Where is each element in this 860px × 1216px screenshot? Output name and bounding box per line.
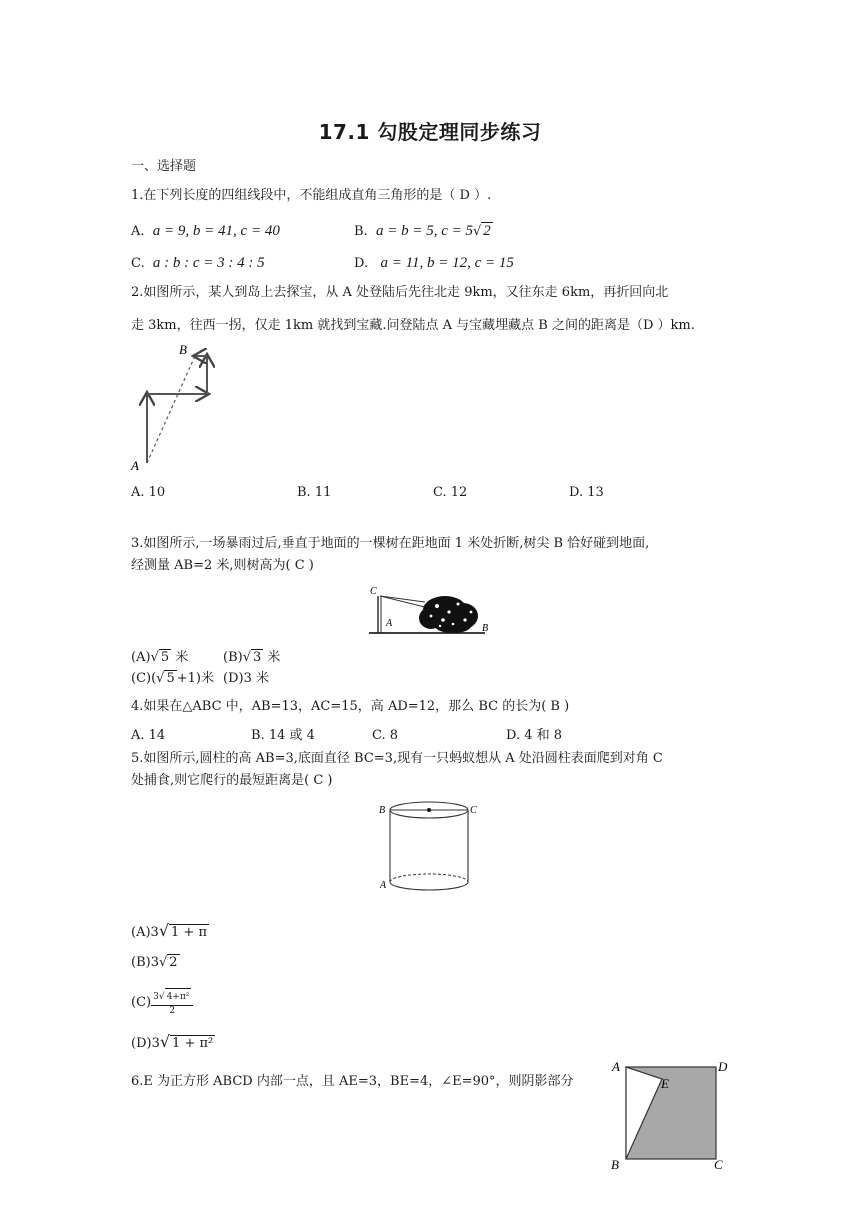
q3-tree-diagram xyxy=(365,582,495,638)
q3-option-b: (B)√ 3 米 xyxy=(223,650,281,665)
q5-option-c: (C) $\frac{\text{3√ 4+π²}}{2}$ xyxy=(131,988,193,1017)
q6-label-d: D xyxy=(718,1059,728,1074)
q6-label-a: A xyxy=(612,1059,620,1074)
q6-label-c: C xyxy=(714,1157,723,1172)
q3-stem-line2: 经测量 AB=2 米,则树高为( C ) xyxy=(131,558,314,573)
q4-option-d: D. 4 和 8 xyxy=(506,728,563,743)
q5-option-d: (D)3√ 1 + π² xyxy=(131,1032,214,1051)
q5-stem-line1: 5.如图所示,圆柱的高 AB=3,底面直径 BC=3,现有一只蚂蚁想从 A 处沿圆柱表面爬到对角 C xyxy=(131,751,663,766)
q3-option-d: (D)3 米 xyxy=(223,671,269,686)
q2-stem-line2: 走 3km，往西一拐，仅走 1km 就找到宝藏.问登陆点 A 与宝藏埋藏点 B 之间的距离是（D ）km. xyxy=(131,318,695,333)
q4-option-c: C. 8 xyxy=(372,728,399,743)
q2-label-b: B xyxy=(179,342,187,357)
q3-option-a: (A)√ 5 米 xyxy=(131,650,189,665)
q4-option-b: B. 14 或 4 xyxy=(251,728,315,743)
q5-label-a: A xyxy=(380,880,387,891)
q6-label-e: E xyxy=(661,1076,669,1091)
q1-stem: 1.在下列长度的四组线段中，不能组成直角三角形的是（ D ）. xyxy=(131,188,492,203)
q5-option-b: (B)3√ 2 xyxy=(131,955,178,970)
q5-option-a: (A)3√ 1 + π xyxy=(131,921,207,940)
q2-label-a: A xyxy=(131,458,139,473)
q2-option-d: D. 13 xyxy=(569,485,604,500)
q5-cylinder-diagram xyxy=(374,796,484,901)
q3-label-c: C xyxy=(370,586,377,597)
q4-stem: 4.如果在△ABC 中，AB=13，AC=15，高 AD=12，那么 BC 的长为( B ) xyxy=(131,699,570,714)
q3-stem-line1: 3.如图所示,一场暴雨过后,垂直于地面的一棵树在距地面 1 米处折断,树尖 B 恰好碰到地面, xyxy=(131,536,650,551)
q1-option-b: B. a = b = 5, c = 5√ 2 xyxy=(354,223,491,239)
q3-option-c: (C)(√ 5 +1)米 xyxy=(131,671,214,686)
q1-option-c: C. a : b : c = 3 : 4 : 5 xyxy=(131,255,265,271)
q2-option-c: C. 12 xyxy=(433,485,468,500)
q3-label-a: A xyxy=(386,618,393,629)
q2-path-diagram xyxy=(125,340,225,475)
q5-label-b: B xyxy=(379,805,386,816)
q5-stem-line2: 处捕食,则它爬行的最短距离是( C ) xyxy=(131,773,333,788)
q6-label-b: B xyxy=(611,1157,619,1172)
q1-option-d: D. a = 11, b = 12, c = 15 xyxy=(354,255,514,271)
page-title: 17.1 勾股定理同步练习 xyxy=(318,120,542,144)
q6-square-diagram xyxy=(606,1056,734,1176)
q2-option-b: B. 11 xyxy=(297,485,332,500)
q5-label-c: C xyxy=(470,805,477,816)
q4-option-a: A. 14 xyxy=(131,728,166,743)
q6-stem: 6.E 为正方形 ABCD 内部一点，且 AE=3，BE=4，∠E=90°，则阴影部分 xyxy=(131,1074,574,1089)
q3-label-b: B xyxy=(482,623,489,634)
q2-option-a: A. 10 xyxy=(131,485,166,500)
q2-stem-line1: 2.如图所示，某人到岛上去探宝，从 A 处登陆后先往北走 9km，又往东走 6km，再折回向北 xyxy=(131,285,669,300)
q1-option-a: A. a = 9, b = 41, c = 40 xyxy=(131,223,280,239)
section-heading: 一、选择题 xyxy=(131,159,197,174)
